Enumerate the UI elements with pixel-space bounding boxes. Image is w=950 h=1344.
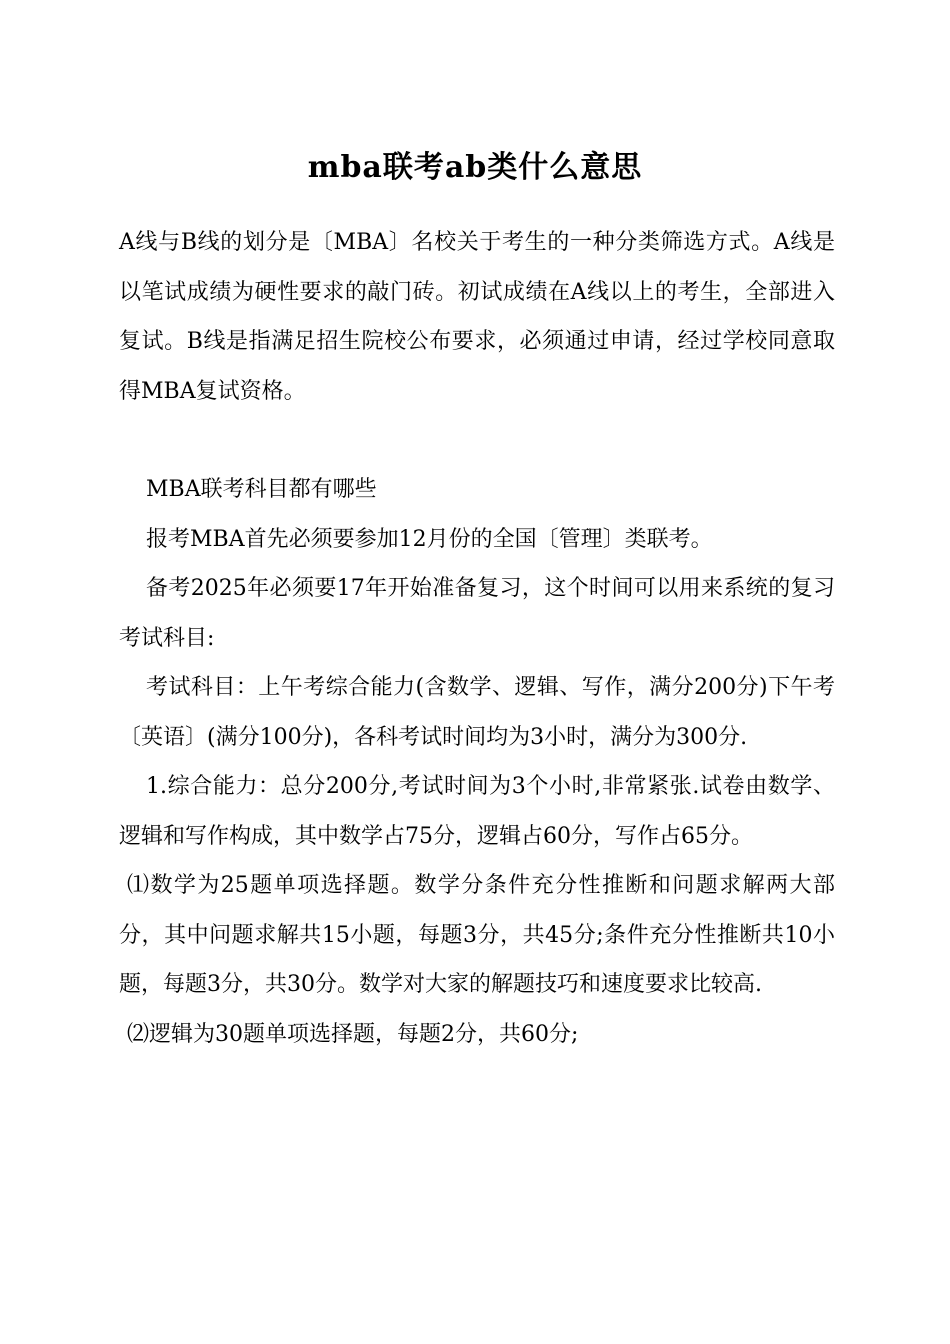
paragraph-gap xyxy=(119,416,835,465)
paragraph-logic-section: ⑵逻辑为30题单项选择题，每题2分，共60分; xyxy=(127,1021,579,1047)
document-body xyxy=(119,218,835,1059)
paragraph-preparation: 备考2025年必须要17年开始准备复习，这个时间可以用来系统的复习考试科目: xyxy=(119,576,835,651)
paragraph-registration: 报考MBA首先必须要参加12月份的全国〔管理〕类联考。 xyxy=(146,526,713,552)
paragraph-ab-line-definition: A线与B线的划分是〔MBA〕名校关于考生的一种分类筛选方式。A线是以笔试成绩为硬性要求的敲门砖。初试成绩在A线以上的考生，全部进入复试。B线是指满足招生院校公布要求，必须通过申请，经过学校同意取得MBA复试资格。 xyxy=(119,230,835,404)
paragraph-exam-subjects: 考试科目：上午考综合能力(含数学、逻辑、写作，满分200分)下午考〔英语〕(满分100分)，各科考试时间均为3小时，满分为300分. xyxy=(119,675,835,750)
paragraph-math-section: ⑴数学为25题单项选择题。数学分条件充分性推断和问题求解两大部分，其中问题求解共15小题，每题3分，共45分;条件充分性推断共10小题，每题3分，共30分。数学对大家的解题技巧和速度要求比较高. xyxy=(119,873,835,997)
section-heading-mba-subjects: MBA联考科目都有哪些 xyxy=(146,477,377,502)
paragraph-comprehensive-ability: 1.综合能力：总分200分,考试时间为3个小时,非常紧张.试卷由数学、逻辑和写作构成，其中数学占75分，逻辑占60分，写作占65分。 xyxy=(119,774,835,849)
page-title: mba联考ab类什么意思 xyxy=(307,150,643,185)
